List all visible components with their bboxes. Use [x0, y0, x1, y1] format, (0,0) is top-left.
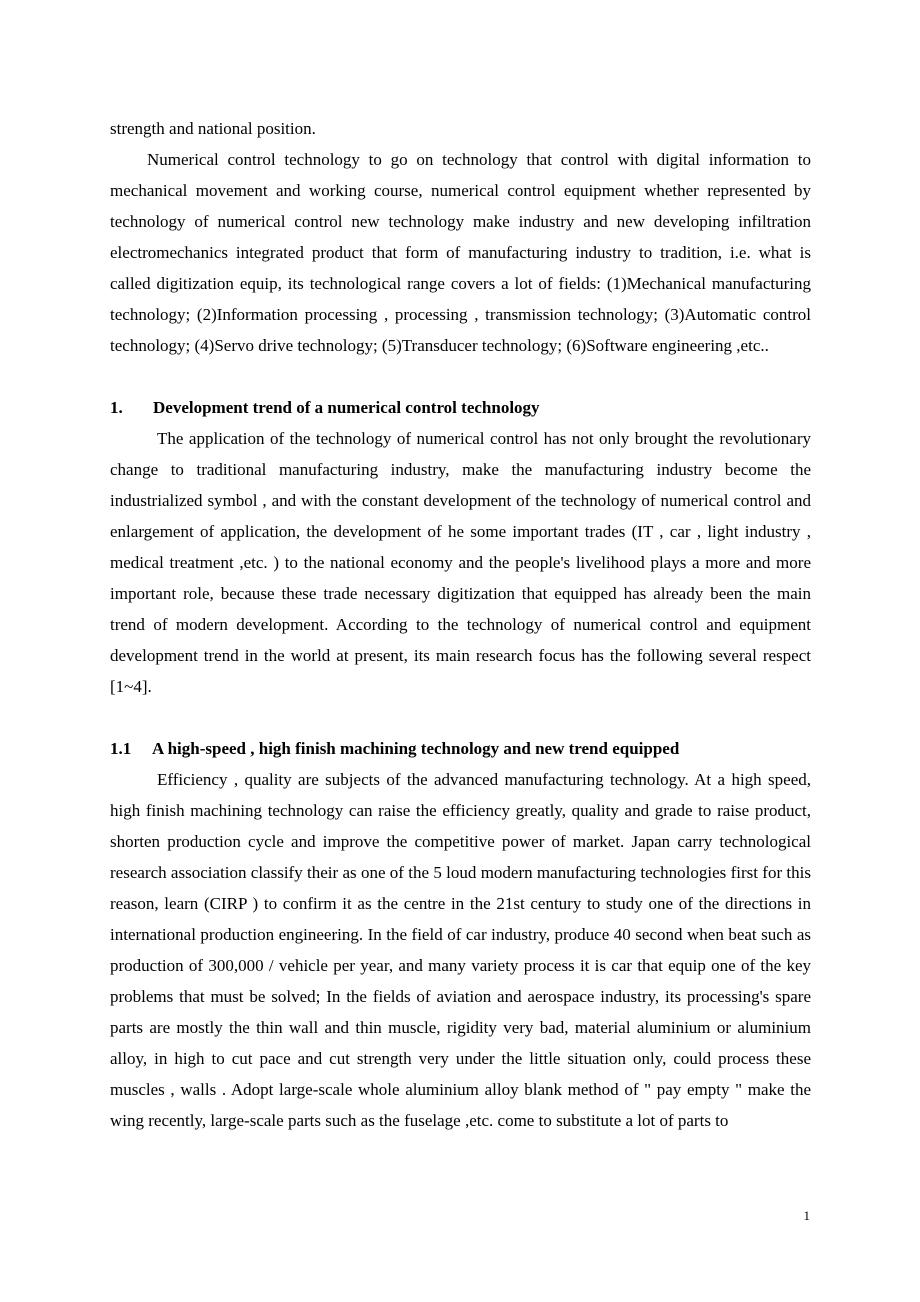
section-gap	[110, 702, 811, 733]
paragraph-numerical-control-overview: Numerical control technology to go on technology that control with digital information to mechanical movement and working course, numerical control equipment whether represented by technology of numerical control new technology make industry and new developing infiltration electromechanics integrated product that form of manufacturing industry to tradition, i.e. what is called digitization equip, its technological range covers a lot of fields: (1)Mechanical manufacturing technology; (2)Information processing , processing , transmission technology; (3)Automatic control technology; (4)Servo drive technology; (5)Transducer technology; (6)Software engineering ,etc..	[110, 150, 811, 355]
section-number: 1.	[110, 398, 123, 417]
subsection-title: A high-speed , high finish machining technology and new trend equipped	[152, 739, 680, 758]
section-title: Development trend of a numerical control technology	[153, 398, 540, 417]
section-gap	[110, 361, 811, 392]
subsection-number: 1.1	[110, 739, 132, 758]
paragraph-intro-tail: strength and national position.	[110, 119, 316, 138]
page-number: 1	[803, 1208, 810, 1223]
subsection-heading-high-speed	[110, 733, 811, 764]
paragraph-development-trend: The application of the technology of numerical control has not only brought the revolutionary change to traditional manufacturing industry, make the manufacturing industry become the industrialized symbol , and with the constant development of the technology of numerical control and enlargement of application, the development of he some important trades (IT , car , light industry , medical treatment ,etc. ) to the national economy and the people's livelihood plays a more and more important role, because these trade necessary digitization that equipped has already been the main trend of modern development. According to the technology of numerical control and equipment development trend in the world at present, its main research focus has the following several respect [1~4].	[110, 429, 811, 696]
document-page	[110, 113, 811, 1136]
section-heading-development-trend	[110, 392, 811, 423]
paragraph-high-speed-machining: Efficiency , quality are subjects of the advanced manufacturing technology. At a high speed, high finish machining technology can raise the efficiency greatly, quality and grade to raise product, shorten production cycle and improve the competitive power of market. Japan carry technological research association classify their as one of the 5 loud modern manufacturing technologies first for this reason, learn (CIRP ) to confirm it as the centre in the 21st century to study one of the directions in international production engineering. In the field of car industry, produce 40 second when beat such as production of 300,000 / vehicle per year, and many variety process it is car that equip one of the key problems that must be solved; In the fields of aviation and aerospace industry, its processing's spare parts are mostly the thin wall and thin muscle, rigidity very bad, material aluminium or aluminium alloy, in high to cut pace and cut strength very under the little situation only, could process these muscles , walls . Adopt large-scale whole aluminium alloy blank method of " pay empty " make the wing recently, large-scale parts such as the fuselage ,etc. come to substitute a lot of parts to	[110, 770, 811, 1130]
